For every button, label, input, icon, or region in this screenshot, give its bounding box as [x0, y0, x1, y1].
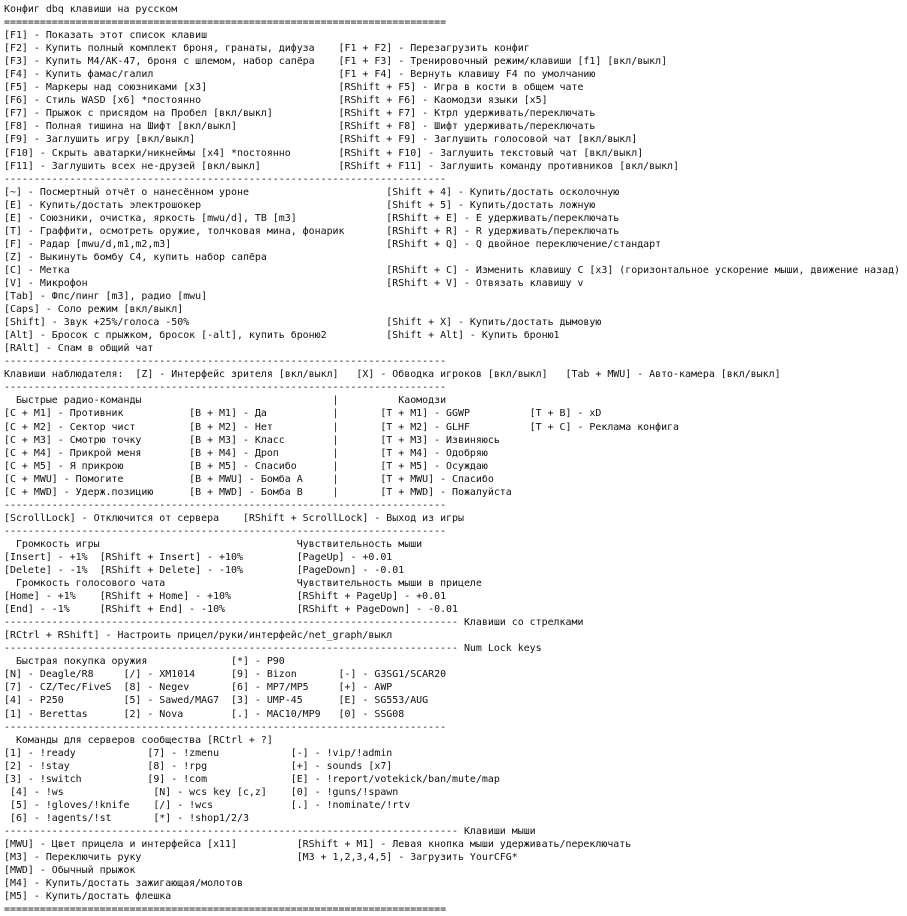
config-line: [C + M4] - Прикрой меня [B + M4] - Дроп | [T + M4] - Одобряю: [4, 447, 488, 459]
config-line: --------------------------------------------------------------------------: [4, 721, 447, 733]
config-line: Быстрая покупка оружия [*] - P90: [4, 656, 285, 668]
config-line: [C + M3] - Смотрю точку [B + M3] - Класс | [T + M3] - Извиняюсь: [4, 434, 500, 446]
config-line: [Caps] - Соло режим [вкл/выкл]: [4, 304, 184, 316]
config-line: [RCtrl + RShift] - Настроить прицел/руки/интерфейс/net_graph/выкл: [4, 630, 393, 642]
config-line: ---------------------------------------------------------------------------- Num Lock keys: [4, 643, 542, 655]
config-line: [4] - !ws [N] - wcs key [c,z] [0] - !guns/!spawn: [4, 786, 399, 798]
config-line: [F] - Радар [mwu/d,m1,m2,m3] [RShift + Q] - Q двойное переключение/стандарт: [4, 238, 662, 250]
config-line: Команды для серверов сообщества [RCtrl + ?]: [4, 734, 273, 746]
config-line: ---------------------------------------------------------------------------- Клавиши мыши: [4, 825, 536, 837]
config-line: [M5] - Купить/достать флешка: [4, 891, 172, 903]
config-line: [C] - Метка [RShift + C] - Изменить клавишу C [x3] (горизонтальное ускорение мыши, движение назад): [4, 264, 901, 276]
config-line: [F4] - Купить фамас/галил [F1 + F4] - Вернуть клавишу F4 по умолчанию: [4, 69, 596, 81]
config-line: [Tab] - Фпс/пинг [m3], радио [mwu]: [4, 291, 208, 303]
config-line: [Alt] - Бросок с прыжком, бросок [-alt], купить броню2 [Shift + Alt] - Купить броню1: [4, 330, 560, 342]
config-line: ==========================================================================: [4, 17, 447, 29]
config-line: [F8] - Полная тишина на Шифт [вкл/выкл] [RShift + F8] - Шифт удерживать/переключать: [4, 121, 596, 133]
config-line: [T] - Граффити, осмотреть оружие, толчковая мина, фонарик [RShift + R] - R удерживать/переключать: [4, 225, 620, 237]
config-line: ---------------------------------------------------------------------------- Клавиши со стрелками: [4, 617, 584, 629]
config-line: [V] - Микрофон [RShift + V] - Отвязать клавишу v: [4, 277, 584, 289]
config-line: [Insert] - +1% [RShift + Insert] - +10% [PageUp] - +0.01: [4, 551, 393, 563]
config-line: [Delete] - -1% [RShift + Delete] - -10% [PageDown] - -0.01: [4, 565, 405, 577]
config-line: [1] - !ready [7] - !zmenu [-] - !vip/!admin: [4, 747, 393, 759]
config-line: [C + M1] - Противник [B + M1] - Да | [T + M1] - GGWP [T + B] - xD: [4, 408, 602, 420]
config-line: [Shift] - Звук +25%/голоса -50% [Shift + X] - Купить/достать дымовую: [4, 317, 602, 329]
config-line: [Home] - +1% [RShift + Home] - +10% [RShift + PageUp] - +0.01: [4, 591, 447, 603]
config-line: [6] - !agents/!st [*] - !shop1/2/3: [4, 812, 249, 824]
config-line: [~] - Посмертный отчёт о нанесённом уроне [Shift + 4] - Купить/достать осколочную: [4, 186, 620, 198]
config-line: [RAlt] - Спам в общий чат: [4, 343, 154, 355]
config-line: [Z] - Выкинуть бомбу C4, купить набор сапёра: [4, 251, 267, 263]
config-line: [F11] - Заглушить всех не-друзей [вкл/выкл] [RShift + F11] - Заглушить команду противников [вкл/выкл]: [4, 160, 680, 172]
config-line: [F7] - Прыжок с присядом на Пробел [вкл/выкл] [RShift + F7] - Ктрл удерживать/переключать: [4, 108, 596, 120]
config-line: [ScrollLock] - Отключится от сервера [RShift + ScrollLock] - Выход из игры: [4, 512, 464, 524]
config-line: Громкость игры Чувствительность мыши: [4, 538, 423, 550]
config-line: [MWU] - Цвет прицела и интерфейса [x11] [RShift + M1] - Левая кнопка мыши удерживать/переключать: [4, 839, 632, 850]
config-line: [F3] - Купить M4/AK-47, броня с шлемом, набор сапёра [F1 + F3] - Тренировочный режим/клавиши [f1] [вкл/выкл]: [4, 56, 668, 68]
config-line: [F6] - Стиль WASD [x6] *постоянно [RShift + F6] - Каомодзи языки [x5]: [4, 95, 548, 107]
config-line: [4] - P250 [5] - Sawed/MAG7 [3] - UMP-45 [E] - SG553/AUG: [4, 695, 429, 707]
config-line: [3] - !switch [9] - !com [E] - !report/votekick/ban/mute/map: [4, 773, 500, 785]
config-line: [E] - Купить/достать электрошокер [Shift + 5] - Купить/достать ложную: [4, 199, 596, 211]
config-line: [End] - -1% [RShift + End] - -10% [RShift + PageDown] - -0.01: [4, 604, 458, 616]
config-line: [F9] - Заглушить игру [вкл/выкл] [RShift + F9] - Заглушить голосовой чат [вкл/выкл]: [4, 134, 638, 146]
config-line: [2] - !stay [8] - !rpg [+] - sounds [x7]: [4, 760, 393, 772]
config-line: [F10] - Скрыть аватарки/никнеймы [x4] *постоянно [RShift + F10] - Заглушить текстовый чат [вкл/выкл]: [4, 147, 644, 159]
config-line: --------------------------------------------------------------------------: [4, 382, 447, 394]
config-line: [F2] - Купить полный комплект броня, гранаты, дифуза [F1 + F2] - Перезагрузить конфиг: [4, 43, 530, 55]
config-line: [F1] - Показать этот список клавиш: [4, 30, 208, 42]
config-line: ==========================================================================: [4, 904, 447, 916]
config-line: [C + M5] - Я прикрою [B + M5] - Спасибо | [T + M5] - Осуждаю: [4, 460, 488, 472]
config-line: [MWD] - Обычный прыжок: [4, 865, 136, 877]
config-line: Клавиши наблюдателя: [Z] - Интерфейс зрителя [вкл/выкл] [X] - Обводка игроков [вкл/выкл] [Tab + MWU] - Авто-камера [вкл/выкл]: [4, 369, 781, 381]
config-line: [1] - Berettas [2] - Nova [.] - MAC10/MP9 [0] - SSG08: [4, 708, 405, 720]
config-line: [E] - Союзники, очистка, яркость [mwu/d], TB [m3] [RShift + E] - E удерживать/переключать: [4, 212, 620, 224]
config-line: [C + MWU] - Помогите [B + MWU] - Бомба A | [T + MWU] - Спасибо: [4, 473, 494, 485]
config-line: Громкость голосового чата Чувствительность мыши в прицеле: [4, 578, 482, 590]
config-line: Быстрые радио-команды | Каомодзи: [4, 395, 447, 407]
config-line: [7] - CZ/Tec/FiveS [8] - Negev [6] - MP7/MP5 [+] - AWP: [4, 682, 393, 694]
config-line: [M3] - Переключить руку [M3 + 1,2,3,4,5] - Загрузить YourCFG*: [4, 852, 518, 864]
config-line: --------------------------------------------------------------------------: [4, 499, 447, 511]
config-line: [M4] - Купить/достать зажигающая/молотов: [4, 878, 243, 890]
config-line: [C + M2] - Сектор чист [B + M2] - Нет | [T + M2] - GLHF [T + C] - Реклама конфига: [4, 421, 680, 433]
config-line: [N] - Deagle/R8 [/] - XM1014 [9] - Bizon [-] - G3SG1/SCAR20: [4, 669, 447, 681]
config-line: --------------------------------------------------------------------------: [4, 356, 447, 368]
config-line: --------------------------------------------------------------------------: [4, 525, 447, 537]
config-line: --------------------------------------------------------------------------: [4, 173, 447, 185]
config-line: [C + MWD] - Удерж.позицию [B + MWD] - Бомба B | [T + MWD] - Пожалуйста: [4, 486, 512, 498]
config-line: [F5] - Маркеры над союзниками [x3] [RShift + F5] - Игра в кости в общем чате: [4, 82, 584, 94]
config-line: Конфиг dbq клавиши на русском: [4, 4, 178, 15]
config-line: [5] - !gloves/!knife [/] - !wcs [.] - !nominate/!rtv: [4, 799, 411, 811]
